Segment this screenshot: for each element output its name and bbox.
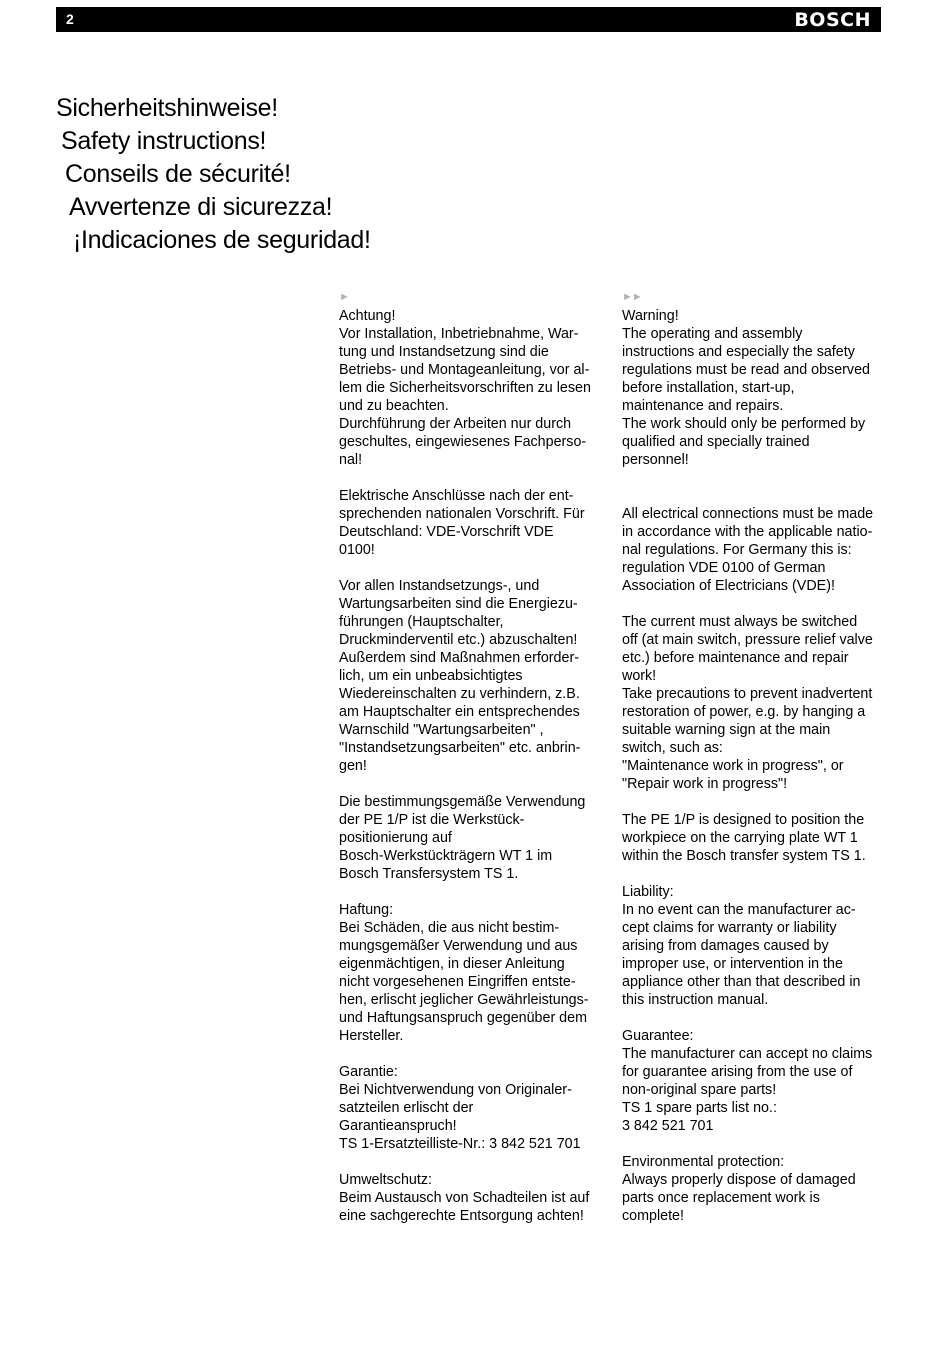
language-marker-icon: ►► xyxy=(622,291,642,303)
en-liability: Liability: In no event can the manufacturer ac- cept claims for warranty or liability arising from damages caused by improper use, or intervention in the appliance other than that described in this instruction manual. xyxy=(622,884,861,1008)
de-environment: Umweltschutz: Beim Austausch von Schadteilen ist auf eine sachgerechte Entsorgung achten! xyxy=(339,1172,590,1224)
en-maintenance: The current must always be switched off (at main switch, pressure relief valve etc.) before maintenance and repair work! Take precautions to prevent inadvertent restoration of power, e.g. by hanging a suitable warning sign at the main switch, such as: "Maintenance work in progress", or "Repair work in progress"! xyxy=(622,614,873,792)
header-bar xyxy=(56,7,881,32)
de-maintenance: Vor allen Instandsetzungs-, und Wartungsarbeiten sind die Energiezu- führungen (Hauptschalter, Druckminderventil etc.) abzuschalten! Außerdem sind Maßnahmen erforder- lich, um ein unbeabsichtigtes Wiedereinschalten zu verhindern, z.B. am Hauptschalter ein entsprechendes Warnschild "Wartungsarbeiten" , "Instandsetzungsarbeiten" etc. anbrin- gen! xyxy=(339,578,581,774)
english-column xyxy=(622,290,887,1225)
page-number: 2 xyxy=(66,11,74,27)
de-electrical: Elektrische Anschlüsse nach der ent- sprechenden nationalen Vorschrift. Für Deutschland: VDE-Vorschrift VDE 0100! xyxy=(339,488,585,558)
en-guarantee: Guarantee: The manufacturer can accept no claims for guarantee arising from the use of non-original spare parts! TS 1 spare parts list no.: 3 842 521 701 xyxy=(622,1028,873,1134)
de-intended-use: Die bestimmungsgemäße Verwendung der PE 1/P ist die Werkstück- positionierung auf Bosch-Werkstückträgern WT 1 im Bosch Transfersystem TS 1. xyxy=(339,794,586,882)
title-italian: Avvertenze di sicurezza! xyxy=(69,193,333,221)
de-liability: Haftung: Bei Schäden, die aus nicht bestim- mungsgemäßer Verwendung und aus eigenmächtigen, in dieser Anleitung nicht vorgesehenen Eingriffen entste- hen, erlischt jeglicher Gewährleistungs- und Haftungsanspruch gegenüber dem Hersteller. xyxy=(339,902,589,1044)
title-spanish: ¡Indicaciones de seguridad! xyxy=(73,226,371,254)
en-intended-use: The PE 1/P is designed to position the workpiece on the carrying plate WT 1 within the Bosch transfer system TS 1. xyxy=(622,812,866,864)
en-electrical: All electrical connections must be made in accordance with the applicable natio- nal regulations. For Germany this is: regulation VDE 0100 of German Association of Electricians (VDE)! xyxy=(622,506,874,594)
title-block xyxy=(56,92,371,257)
en-environment: Environmental protection: Always properly dispose of damaged parts once replacement work is complete! xyxy=(622,1154,856,1224)
title-german: Sicherheitshinweise! xyxy=(56,94,278,122)
language-marker-icon: ► xyxy=(339,291,349,303)
german-column xyxy=(339,290,601,1225)
bosch-logo: BOSCH xyxy=(794,9,871,31)
title-french: Conseils de sécurité! xyxy=(65,160,291,188)
title-english: Safety instructions! xyxy=(61,127,267,155)
en-warning: Warning! The operating and assembly instructions and especially the safety regulations must be read and observed before installation, start-up, maintenance and repairs. The work should only be performed by qualified and specially trained personnel! xyxy=(622,308,870,468)
de-warning: Achtung! Vor Installation, Inbetriebnahme, War- tung und Instandsetzung sind die Betriebs- und Montageanleitung, vor al- lem die Sicherheitsvorschriften zu lesen und zu beachten. Durchführung der Arbeiten nur durch geschultes, eingewiesenes Fachperso- nal! xyxy=(339,308,591,468)
de-guarantee: Garantie: Bei Nichtverwendung von Originaler- satzteilen erlischt der Garantieanspruch! TS 1-Ersatzteilliste-Nr.: 3 842 521 701 xyxy=(339,1064,581,1152)
